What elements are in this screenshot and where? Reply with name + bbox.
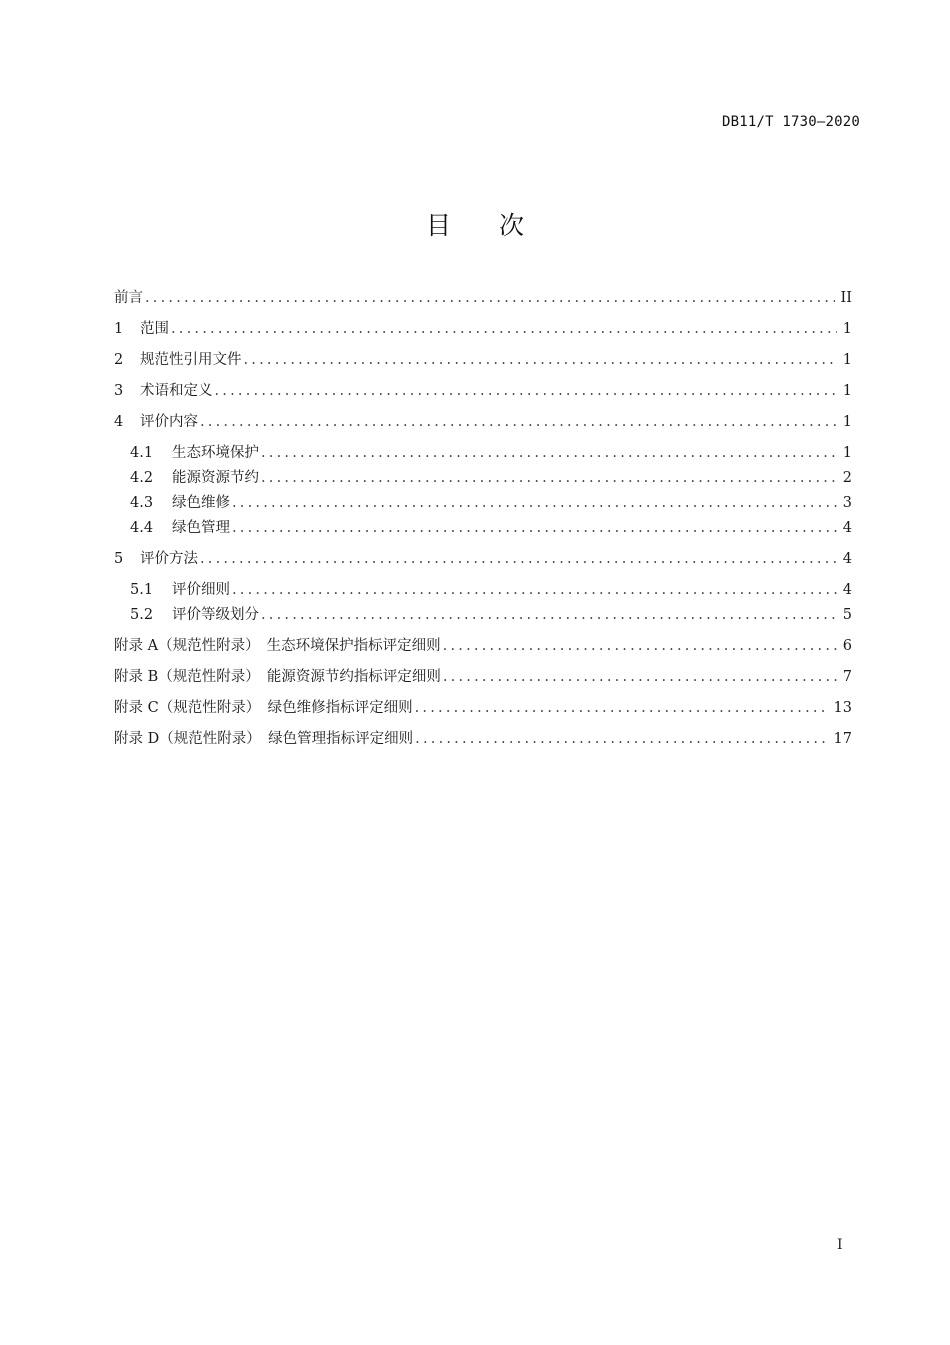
toc-leader-dots [261,605,837,625]
toc-entry-label: 绿色维修指标评定细则 [267,700,413,716]
toc-entry-number: 附录 A（规范性附录） [114,638,260,654]
toc-entry-1[interactable] [114,319,852,339]
toc-entry-number: 5.1 [130,582,154,598]
toc-entry-page: 3 [842,495,852,511]
toc-leader-dots [415,729,827,749]
toc-entry-number: 4.1 [130,445,154,461]
toc-entry-5-1[interactable] [130,580,852,600]
toc-entry-page: 6 [842,638,852,654]
toc-entry-number: 2 [114,352,124,368]
document-code: DB11/T 1730—2020 [721,114,860,130]
toc-leader-dots [261,468,837,488]
toc-entry-page: 1 [842,445,852,461]
toc-entry-2[interactable] [114,350,852,370]
toc-entry-label: 前言 [114,290,143,306]
toc-entry-3[interactable] [114,381,852,401]
toc-leader-dots [443,636,837,656]
toc-entry-label: 能源资源节约指标评定细则 [266,669,441,685]
toc-leader-dots [261,443,837,463]
toc-entry-label: 生态环境保护 [172,445,259,461]
toc-entry-number: 4 [114,414,124,430]
toc-entry-number: 附录 D（规范性附录） [114,731,261,747]
page-title: 目次 [425,211,572,240]
toc-entry-number: 4.3 [130,495,154,511]
toc-entry-number: 5.2 [130,607,154,623]
toc-entry-number: 5 [114,551,124,567]
toc-entry-appendix-a[interactable] [114,636,852,656]
toc-entry-label: 绿色管理 [172,520,230,536]
toc-entry-number: 4.4 [130,520,154,536]
toc-entry-page: 5 [842,607,852,623]
toc-entry-page: 17 [833,731,852,747]
toc-entry-4-1[interactable] [130,443,852,463]
toc-entry-4-2[interactable] [130,468,852,488]
toc-entry-5[interactable] [114,549,852,569]
toc-entry-4-4[interactable] [130,518,852,538]
toc-leader-dots [200,549,837,569]
toc-leader-dots [145,288,835,308]
toc-leader-dots [443,667,837,687]
toc-entry-label: 绿色管理指标评定细则 [268,731,414,747]
toc-entry-number: 附录 B（规范性附录） [114,669,260,685]
toc-entry-page: 13 [833,700,852,716]
toc-leader-dots [232,493,837,513]
toc-entry-page: 1 [842,352,852,368]
toc-entry-label: 规范性引用文件 [140,352,242,368]
toc-entry-label: 评价方法 [140,551,198,567]
toc-entry-page: 4 [842,520,852,536]
toc-entry-number: 1 [114,321,124,337]
toc-leader-dots [232,518,837,538]
toc-entry-appendix-b[interactable] [114,667,852,687]
toc-entry-label: 评价等级划分 [172,607,259,623]
toc-entry-appendix-c[interactable] [114,698,852,718]
toc-leader-dots [171,319,837,339]
toc-entry-label: 评价细则 [172,582,230,598]
toc-entry-foreword[interactable] [114,288,852,308]
toc-leader-dots [200,412,837,432]
toc-entry-label: 能源资源节约 [172,470,259,486]
toc-leader-dots [215,381,837,401]
toc-entry-page: 4 [842,582,852,598]
toc-entry-page: 2 [842,470,852,486]
toc-entry-label: 生态环境保护指标评定细则 [266,638,441,654]
toc-entry-label: 范围 [140,321,169,337]
toc-entry-number: 4.2 [130,470,154,486]
toc-entry-page: 1 [842,414,852,430]
toc-leader-dots [232,580,837,600]
toc-entry-number: 3 [114,383,124,399]
page-number: I [837,1237,843,1253]
toc-entry-label: 术语和定义 [140,383,213,399]
toc-entry-page: 1 [842,383,852,399]
toc-leader-dots [415,698,828,718]
toc-entry-page: 1 [842,321,852,337]
toc-leader-dots [244,350,837,370]
toc-entry-page: II [840,290,852,306]
toc-entry-5-2[interactable] [130,605,852,625]
toc-entry-label: 绿色维修 [172,495,230,511]
toc-entry-4[interactable] [114,412,852,432]
toc-entry-page: 4 [842,551,852,567]
toc-entry-label: 评价内容 [140,414,198,430]
toc-entry-appendix-d[interactable] [114,729,852,749]
toc-entry-page: 7 [842,669,852,685]
toc-entry-number: 附录 C（规范性附录） [114,700,261,716]
toc-entry-4-3[interactable] [130,493,852,513]
